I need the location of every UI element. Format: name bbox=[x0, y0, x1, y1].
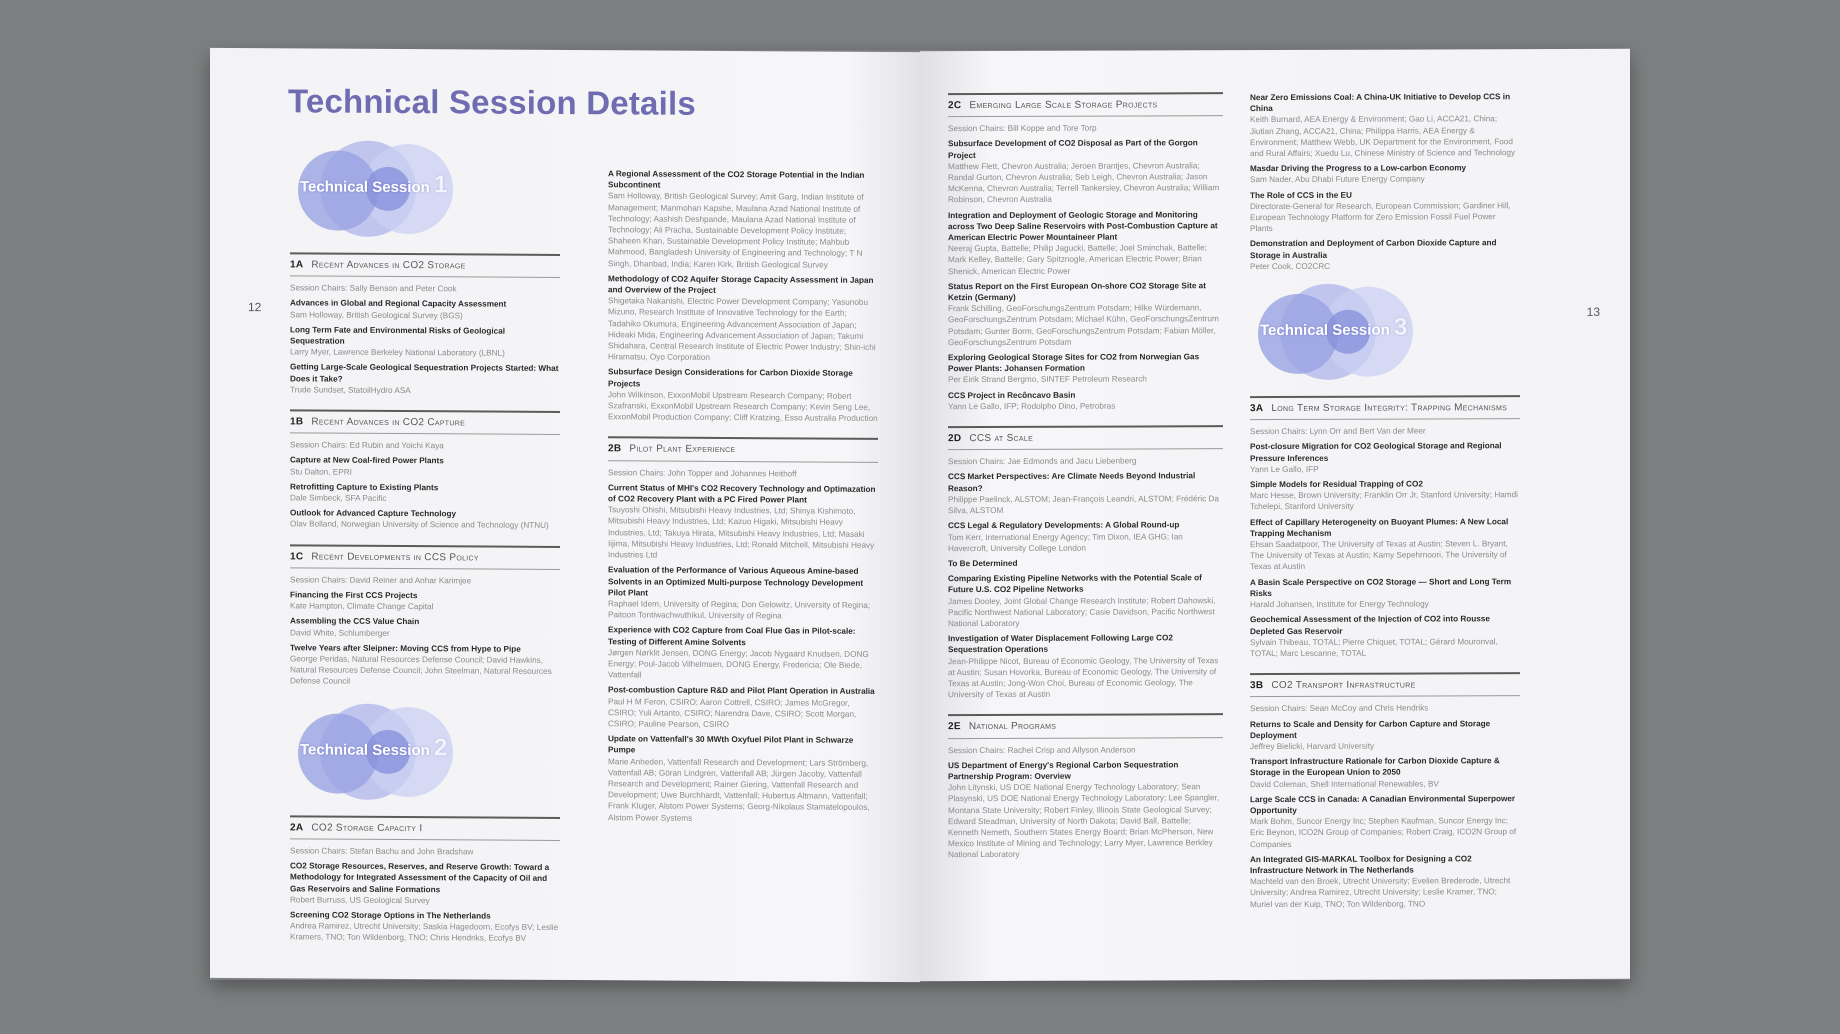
talk-authors: Robert Burruss, US Geological Survey bbox=[290, 895, 430, 905]
talk-entry bbox=[948, 759, 1223, 861]
session-s1c bbox=[290, 544, 560, 689]
section-code: 3B bbox=[1250, 680, 1264, 692]
talk-entry bbox=[290, 616, 560, 640]
talk-title: Subsurface Design Considerations for Carbon Dioxide Storage Projects bbox=[608, 367, 853, 389]
section-rule bbox=[290, 252, 560, 256]
talk-entry bbox=[608, 733, 878, 824]
session-badge-label: Technical Session 2 bbox=[300, 733, 448, 761]
talk-title: CCS Project in Recôncavo Basin bbox=[948, 390, 1076, 400]
section-subrule bbox=[1250, 695, 1520, 697]
section-heading bbox=[1250, 402, 1520, 414]
session-s2a bbox=[290, 815, 560, 944]
talk-title: A Basin Scale Perspective on CO2 Storage — Short and Long Term Risks bbox=[1250, 576, 1512, 598]
section-name: Recent Advances in CO2 Storage bbox=[311, 259, 466, 272]
section-name: CCS at Scale bbox=[969, 432, 1034, 445]
session-s2c bbox=[948, 92, 1223, 412]
talk-authors: Mark Bohm, Suncor Energy Inc; Stephen Kaufman, Suncor Energy Inc; Eric Beynon, ICO2N Group of Companies; Robert Craig, ICO2N Group of Companies bbox=[1250, 816, 1517, 849]
talk-authors: Paul H M Feron, CSIRO; Aaron Cottrell, CSIRO; James McGregor, CSIRO; Yuli Artanto, CSIRO; Narendra Dave, CSIRO; Scott Morgan, CSIRO; Pauline Pearson, CSIRO bbox=[608, 696, 857, 729]
section-code: 2D bbox=[948, 433, 962, 445]
session-badge-label: Technical Session 1 bbox=[300, 171, 448, 199]
talk-title: Methodology of CO2 Aquifer Storage Capacity Assessment in Japan and Overview of the Project bbox=[608, 274, 874, 295]
section-code: 1B bbox=[290, 416, 304, 428]
session-chairs: Session Chairs: Sally Benson and Peter Cook bbox=[290, 283, 457, 294]
talk-title: Near Zero Emissions Coal: A China-UK Initiative to Develop CCS in China bbox=[1250, 92, 1511, 114]
talk-authors: Jørgen Nørklit Jensen, DONG Energy; Jacob Nygaard Knudsen, DONG Energy; Poul-Jacob Vilhelmsen, DONG Energy, Fredericia; Ole Biede, Vattenfall bbox=[608, 647, 869, 680]
talk-authors: Directorate-General for Research, European Commission; Gardiner Hill, European Technology Platform for Zero Emission Fossil Fuel Power Plants bbox=[1250, 201, 1511, 234]
session-badge-3 bbox=[1250, 282, 1430, 383]
section-name: Recent Advances in CO2 Capture bbox=[311, 416, 466, 429]
session-chairs: Session Chairs: Ed Rubin and Yoichi Kaya bbox=[290, 440, 444, 451]
talk-entry bbox=[948, 280, 1223, 348]
section-rule bbox=[290, 409, 560, 413]
left-column-1 bbox=[290, 138, 560, 948]
talk-entry bbox=[290, 324, 560, 359]
talk-title: CCS Market Perspectives: Are Climate Needs Beyond Industrial Reason? bbox=[948, 471, 1196, 493]
right-column-2 bbox=[1250, 91, 1520, 914]
talk-title: Returns to Scale and Density for Carbon Capture and Storage Deployment bbox=[1250, 718, 1491, 740]
talk-title: The Role of CCS in the EU bbox=[1250, 190, 1352, 200]
talk-entry bbox=[290, 909, 560, 944]
talk-authors: Tsuyoshi Ohishi, Mitsubishi Heavy Industries, Ltd; Shinya Kishimoto, Mitsubishi Heavy Industries, Ltd; Kazuo Higaki, Mitsubishi Heavy Industries, Ltd; Takuya Hirata, Mitsubishi Heavy Industries, Ltd; Masaki Iijima, Mitsubishi Heavy Industries, Ltd; Ronald Mitchell, Mitsubishi Heavy Industries Ltd bbox=[608, 505, 875, 560]
session-badge-1 bbox=[290, 138, 470, 239]
talk-entry bbox=[948, 389, 1223, 412]
talk-title: Capture at New Coal-fired Power Plants bbox=[290, 455, 444, 466]
talk-authors: David Coleman, Shell International Renewables, BV bbox=[1250, 778, 1439, 789]
talk-title: Masdar Driving the Progress to a Low-carbon Economy bbox=[1250, 163, 1467, 174]
talk-title: Investigation of Water Displacement Following Large CO2 Sequestration Operations bbox=[948, 633, 1173, 655]
talk-entry bbox=[290, 298, 560, 322]
section-subrule bbox=[290, 567, 560, 570]
talk-title: Update on Vattenfall's 30 MWth Oxyfuel Pilot Plant in Schwarze Pumpe bbox=[608, 734, 854, 755]
section-heading bbox=[948, 99, 1223, 111]
talk-authors: Peter Cook, CO2CRC bbox=[1250, 261, 1331, 271]
talk-title: Post-closure Migration for CO2 Geological Storage and Regional Pressure Inferences bbox=[1250, 441, 1502, 463]
talk-entry bbox=[948, 519, 1223, 554]
talk-authors: David White, Schlumberger bbox=[290, 627, 390, 638]
talk-title: Twelve Years after Sleipner: Moving CCS from Hype to Pipe bbox=[290, 643, 521, 654]
section-heading bbox=[608, 444, 878, 457]
talk-authors: John Wilkinson, ExxonMobil Upstream Research Company; Robert Szafranski, ExxonMobil Upstream Research Company; Kevin Seng Lee, ExxonMobil Production Company; Cliff Kratzing, Esso Australia Production bbox=[608, 390, 878, 424]
talk-entry bbox=[1250, 755, 1520, 790]
section-subrule bbox=[948, 115, 1223, 117]
talk-authors: Sam Holloway, British Geological Survey (BGS) bbox=[290, 309, 463, 320]
section-code: 2A bbox=[290, 822, 304, 834]
session-s1a bbox=[290, 252, 560, 397]
section-rule bbox=[948, 425, 1223, 428]
right-column-1 bbox=[948, 92, 1223, 865]
session-chairs: Session Chairs: David Reiner and Anhar Karimjee bbox=[290, 575, 472, 586]
session-chairs: Session Chairs: Jae Edmonds and Jacu Liebenberg bbox=[948, 456, 1137, 467]
talk-authors: Machteld van den Broek, Utrecht University; Evelien Brederode, Utrecht University; Andrea Ramirez, Utrecht University; Leslie Kramer, TNO; Muriel van der Kuip, TNO; Ton Wildenborg, TNO bbox=[1250, 876, 1511, 909]
talk-entry bbox=[1250, 91, 1520, 159]
section-subrule bbox=[948, 737, 1223, 739]
talk-title: Long Term Fate and Environmental Risks of Geological Sequestration bbox=[290, 325, 506, 346]
page-title: Technical Session Details bbox=[288, 82, 696, 122]
section-name: Emerging Large Scale Storage Projects bbox=[969, 99, 1158, 112]
talk-entry bbox=[1250, 441, 1520, 476]
talk-authors: Dale Simbeck, SFA Pacific bbox=[290, 493, 387, 503]
talk-authors: Sylvain Thibeau, TOTAL; Pierre Chiquet, TOTAL; Gérard Mouronval, TOTAL; Marc Lescanne, TOTAL bbox=[1250, 636, 1498, 658]
talk-entry bbox=[1250, 478, 1520, 513]
page-number-right: 13 bbox=[1586, 304, 1600, 319]
talk-title: Financing the First CCS Projects bbox=[290, 590, 418, 601]
talk-entry bbox=[608, 168, 878, 270]
section-heading bbox=[948, 432, 1223, 444]
section-rule bbox=[290, 544, 560, 548]
talk-title: Status Report on the First European On-shore CO2 Storage Site at Ketzin (Germany) bbox=[948, 281, 1206, 303]
section-subrule bbox=[948, 448, 1223, 450]
session-chairs: Session Chairs: Bill Koppe and Tore Torp bbox=[948, 123, 1097, 134]
talk-entry bbox=[1250, 718, 1520, 753]
talk-title: Exploring Geological Storage Sites for CO2 from Norwegian Gas Power Plants: Johansen Formation bbox=[948, 352, 1200, 374]
left-page bbox=[210, 48, 920, 982]
talk-entry bbox=[608, 625, 878, 683]
session-s2d bbox=[948, 425, 1223, 700]
section-name: CO2 Storage Capacity I bbox=[311, 822, 423, 834]
section-code: 2C bbox=[948, 100, 962, 112]
talk-authors: Neeraj Gupta, Battelle; Philip Jagucki, Battelle; Joel Sminchak, Battelle; Mark Kelley, Battelle; Gary Spitznogle, American Electric Power; Brian Shenick, American Electric Power bbox=[948, 243, 1207, 276]
section-heading bbox=[290, 551, 560, 564]
talk-entry bbox=[1250, 162, 1520, 185]
talk-title: Outlook for Advanced Capture Technology bbox=[290, 508, 457, 519]
talk-title: Post-combustion Capture R&D and Pilot Plant Operation in Australia bbox=[608, 685, 875, 697]
right-page bbox=[920, 49, 1630, 981]
talk-title: Screening CO2 Storage Options in The Netherlands bbox=[290, 910, 491, 921]
session-badge-2 bbox=[290, 701, 470, 802]
talk-authors: Olav Bolland, Norwegian University of Science and Technology (NTNU) bbox=[290, 519, 549, 531]
talk-authors: Jeffrey Bielicki, Harvard University bbox=[1250, 741, 1375, 752]
talk-title: Experience with CO2 Capture from Coal Flue Gas in Pilot-scale: Testing of Different Amine Solvents bbox=[608, 625, 856, 647]
talk-entry bbox=[1250, 189, 1520, 235]
talk-entry bbox=[608, 565, 878, 623]
talk-entry bbox=[290, 508, 560, 532]
talk-title: Current Status of MHI's CO2 Recovery Technology and Optimazation of CO2 Recovery Plant with a PC Fired Power Plant bbox=[608, 483, 876, 505]
talk-authors: Keith Burnard, AEA Energy & Environment; Gao Li, ACCA21, China; Jiutian Zhang, ACCA21, China; Philippa Harris, AEA Energy & Environment; Matthew Webb, UK Department for the Environment, Food and Rural Affairs; Xuedu Lu, Chinese Ministry of Science and Technology bbox=[1250, 114, 1516, 159]
section-rule bbox=[948, 714, 1223, 717]
talk-entry bbox=[290, 362, 560, 397]
section-rule bbox=[608, 437, 878, 441]
section-name: National Programs bbox=[968, 721, 1057, 733]
talk-title: A Regional Assessment of the CO2 Storage Potential in the Indian Subcontinent bbox=[608, 169, 865, 190]
talk-entry bbox=[1250, 516, 1520, 573]
section-subrule bbox=[290, 433, 560, 436]
session-s3b bbox=[1250, 672, 1520, 910]
talk-entry bbox=[608, 273, 878, 364]
section-code: 2E bbox=[948, 721, 961, 733]
talk-title: Integration and Deployment of Geologic Storage and Monitoring across Two Deep Saline Reservoirs with Post-Combustion Capture at American Electric Power Mountaineer Plant bbox=[948, 209, 1218, 243]
talk-entry bbox=[1250, 793, 1520, 850]
talk-title: Geochemical Assessment of the Injection of CO2 into Rousse Depleted Gas Reservoir bbox=[1250, 614, 1490, 636]
talk-authors: Larry Myer, Lawrence Berkeley National Laboratory (LBNL) bbox=[290, 347, 505, 358]
talk-entry bbox=[1250, 238, 1520, 273]
talk-authors: Frank Schilling, GeoForschungsZentrum Potsdam; Hilke Würdemann, GeoForschungsZentrum Potsdam; Michael Kühn, GeoForschungsZentrum Potsdam; Gunter Borm, GeoForschungsZentrum Potsdam; Fabian Möller, GeoForschungsZentrum Potsdam bbox=[948, 303, 1219, 348]
talk-authors: James Dooley, Joint Global Change Research Institute; Robert Dahowski, Pacific Northwest National Laboratory; Casie Davidson, Pacific Northwest National Laboratory bbox=[948, 595, 1216, 629]
talk-authors: Shigetaka Nakanishi, Electric Power Development Company; Yasunobu Mizuno, Research Institute of Innovative Technology for the Earth; Tadahiko Okumura, Engineering Advancement Association of Japan; Hideaki Mida, Engineering Advancement Association of Japan; Takumi Shidahara, Central Research Institute of Electric Power Industry; Shin-ichi Hiramatsu, Oyo Corporation bbox=[608, 296, 876, 363]
session-chairs: Session Chairs: Stefan Bachu and John Bradshaw bbox=[290, 846, 474, 857]
section-rule bbox=[948, 92, 1223, 95]
talk-title: CO2 Storage Resources, Reserves, and Reserve Growth: Toward a Methodology for Integrated Assessment of the Capacity of Oil and Gas Reservoirs and Saline Formations bbox=[290, 861, 550, 894]
talk-entry bbox=[948, 138, 1223, 206]
left-column-2 bbox=[608, 168, 878, 828]
section-heading bbox=[290, 822, 560, 835]
section-code: 1A bbox=[290, 259, 304, 271]
section-code: 1C bbox=[290, 550, 304, 563]
talk-entry bbox=[290, 455, 560, 479]
talk-title: Transport Infrastructure Rationale for Carbon Dioxide Capture & Storage in the European Union to 2050 bbox=[1250, 756, 1500, 778]
talk-title: Large Scale CCS in Canada: A Canadian Environmental Superpower Opportunity bbox=[1250, 793, 1516, 816]
section-rule bbox=[1250, 672, 1520, 675]
talk-entry bbox=[608, 482, 878, 562]
talk-authors: Philippe Paelinck, ALSTOM; Jean-François Leandri, ALSTOM; Frédéric Da Silva, ALSTOM bbox=[948, 494, 1219, 516]
talk-authors: Yann Le Gallo, IFP bbox=[1250, 464, 1319, 474]
talk-authors: Tom Kerr, International Energy Agency; Tim Dixon, IEA GHG; Ian Havercroft, University College London bbox=[948, 531, 1183, 553]
talk-authors: Raphael Idem, University of Regina; Don Gelowitz, University of Regina; Paitoon Tontiwachwuthikul, University of Regina bbox=[608, 599, 871, 621]
session-chairs: Session Chairs: Lynn Orr and Bert Van der Meer bbox=[1250, 426, 1426, 437]
section-name: CO2 Transport Infrastructure bbox=[1271, 679, 1416, 692]
session-s3a bbox=[1250, 395, 1520, 659]
talk-title: US Department of Energy's Regional Carbon Sequestration Partnership Program: Overview bbox=[948, 760, 1179, 782]
session-chairs: Session Chairs: Rachel Crisp and Allyson Anderson bbox=[948, 745, 1136, 755]
page-number-left: 12 bbox=[248, 300, 262, 315]
talk-entry bbox=[290, 589, 560, 613]
session-s2econt bbox=[1250, 91, 1520, 272]
talk-entry bbox=[948, 471, 1223, 517]
talk-authors: Marc Hesse, Brown University; Franklin Orr Jr, Stanford University; Hamdi Tchelepi, Stanford University bbox=[1250, 490, 1518, 512]
talk-authors: Harald Johansen, Institute for Energy Technology bbox=[1250, 599, 1429, 610]
talk-title: Effect of Capillary Heterogeneity on Buoyant Plumes: A New Local Trapping Mechanism bbox=[1250, 516, 1509, 538]
talk-authors: Jean-Philippe Nicot, Bureau of Economic Geology, The University of Texas at Austin; Susan Hovorka, Bureau of Economic Geology, The University of Texas at Austin; Jong-Won Choi, Bureau of Economic Geology, The University of Texas at Austin bbox=[948, 655, 1219, 700]
section-code: 2B bbox=[608, 443, 622, 455]
talk-entry bbox=[948, 209, 1223, 277]
talk-entry bbox=[1250, 853, 1520, 910]
talk-authors: John Litynski, US DOE National Energy Technology Laboratory; Sean Plasynski, US DOE National Energy Technology Laboratory; Lee Spangler, Montana State University; Robert Finley, Illinois State Geological Survey; Edward Steadman, University of North Dakota; David Ball, Battelle; Kenneth Nemeth, Southern States Energy Board; Brian McPherson, New Mexico Institute of Mining and Technology; Larry Myer, Lawrence Berkley National Laboratory bbox=[948, 782, 1220, 860]
section-heading bbox=[1250, 679, 1520, 691]
talk-title: Subsurface Development of CO2 Disposal as Part of the Gorgon Project bbox=[948, 138, 1198, 160]
section-rule bbox=[290, 815, 560, 819]
talk-entry bbox=[290, 481, 560, 505]
session-s1b bbox=[290, 409, 560, 531]
session-badge-label: Technical Session 3 bbox=[1260, 313, 1408, 341]
talk-entry bbox=[948, 572, 1223, 629]
talk-entry bbox=[948, 557, 1223, 569]
session-s2acont bbox=[608, 168, 878, 424]
talk-authors: Marie Anheden, Vattenfall Research and Development; Lars Strömberg, Vattenfall AB; Göran Lindgren, Vattenfall AB; Jürgen Jacoby, Vattenfall Research and Development; Rainer Giering, Vattenfall Research and Development; Uwe Burchhardt, Vattenfall; Hubertus Altmann, Vattenfall; Frank Kluger, Alstom Power Systems; Georg-Nikolaus Stamatelopoulos, Alstom Power Systems bbox=[608, 756, 870, 823]
talk-entry bbox=[290, 860, 560, 906]
section-code: 3A bbox=[1250, 403, 1264, 415]
session-s2e bbox=[948, 714, 1223, 861]
talk-authors: Yann Le Gallo, IFP; Rodolpho Dino, Petrobras bbox=[948, 401, 1116, 412]
talk-title: Advances in Global and Regional Capacity Assessment bbox=[290, 298, 507, 310]
section-subrule bbox=[1250, 418, 1520, 420]
section-heading bbox=[290, 259, 560, 272]
talk-authors: Andrea Ramirez, Utrecht University; Saskia Hagedoorn, Ecofys BV; Leslie Kramers, TNO; Ton Wildenborg, TNO; Chris Hendriks, Ecofys BV bbox=[290, 921, 559, 944]
talk-entry bbox=[608, 685, 878, 731]
talk-entry bbox=[1250, 613, 1520, 659]
session-s2b bbox=[608, 437, 878, 825]
talk-authors: Sam Nader, Abu Dhabi Future Energy Company bbox=[1250, 174, 1425, 185]
talk-authors: Stu Dalton, EPRI bbox=[290, 466, 352, 477]
section-subrule bbox=[608, 460, 878, 463]
section-name: Long Term Storage Integrity: Trapping Mechanisms bbox=[1271, 402, 1508, 415]
talk-title: To Be Determined bbox=[948, 558, 1018, 569]
talk-authors: Ehsan Saadatpoor, The University of Texas at Austin; Steven L. Bryant, The University of Texas at Austin; Kamy Sepehrnoori, The University of Texas at Austin bbox=[1250, 539, 1508, 572]
talk-title: Comparing Existing Pipeline Networks with the Potential Scale of Future U.S. CO2 Pipeline Networks bbox=[948, 573, 1202, 595]
section-rule bbox=[1250, 395, 1520, 398]
booklet-spread bbox=[210, 50, 1630, 980]
talk-title: Demonstration and Deployment of Carbon Dioxide Capture and Storage in Australia bbox=[1250, 238, 1497, 260]
talk-authors: Sam Holloway, British Geological Survey; Amit Garg, Indian Institute of Management; Manmohan Kapshe, Maulana Azad National Institute of Technology; Aashish Deshpande, Maulana Azad National Institute of Technology; Ali Pracha, Sustainable Development Policy Institute; Shaheen Khan, Sustainable Development Policy Institute; Mahbub Mahmood, Bangladesh University of Engineering and Technology; T N Singh, Dhanbad, India; Karen Kirk, British Geological Survey bbox=[608, 191, 864, 270]
session-chairs: Session Chairs: Sean McCoy and Chris Hendriks bbox=[1250, 703, 1429, 714]
talk-entry bbox=[1250, 576, 1520, 611]
talk-entry bbox=[290, 642, 560, 688]
section-subrule bbox=[290, 838, 560, 841]
section-heading bbox=[290, 416, 560, 429]
section-subrule bbox=[290, 276, 560, 279]
talk-title: Evaluation of the Performance of Various Aqueous Amine-based Solvents in an Optimized Multi-purpose Technology Development Pilot Plant bbox=[608, 565, 864, 598]
talk-authors: Trude Sundset, StatoilHydro ASA bbox=[290, 385, 411, 395]
talk-entry bbox=[948, 351, 1223, 386]
talk-authors: George Peridas, Natural Resources Defense Council; David Hawkins, Natural Resources Defense Council; John Steelman, Natural Resources Defense Council bbox=[290, 654, 552, 687]
talk-title: Getting Large-Scale Geological Sequestration Projects Started: What Does it Take? bbox=[290, 362, 559, 384]
talk-title: An Integrated GIS-MARKAL Toolbox for Designing a CO2 Infrastructure Network in The Netherlands bbox=[1250, 854, 1472, 876]
section-name: Pilot Plant Experience bbox=[629, 443, 736, 456]
section-heading bbox=[948, 721, 1223, 733]
talk-title: Simple Models for Residual Trapping of CO2 bbox=[1250, 479, 1423, 490]
talk-authors: Matthew Flett, Chevron Australia; Jeroen Brantjes, Chevron Australia; Randal Gurton, Chevron Australia; Seb Leigh, Chevron Australia; Jason McKenna, Chevron Australia; Terrell Tankersley, Chevron Australia; William Robinson, Chevron Australia bbox=[948, 161, 1220, 205]
talk-title: Retrofitting Capture to Existing Plants bbox=[290, 482, 439, 493]
section-name: Recent Developments in CCS Policy bbox=[311, 551, 479, 564]
talk-authors: Per Eirik Strand Bergmo, SINTEF Petroleum Research bbox=[948, 374, 1147, 385]
talk-title: CCS Legal & Regulatory Developments: A Global Round-up bbox=[948, 520, 1180, 531]
talk-entry bbox=[608, 367, 878, 425]
talk-authors: Kate Hampton, Climate Change Capital bbox=[290, 601, 434, 612]
talk-entry bbox=[948, 632, 1223, 700]
session-chairs: Session Chairs: John Topper and Johannes Heithoff bbox=[608, 467, 797, 479]
talk-title: Assembling the CCS Value Chain bbox=[290, 616, 420, 627]
